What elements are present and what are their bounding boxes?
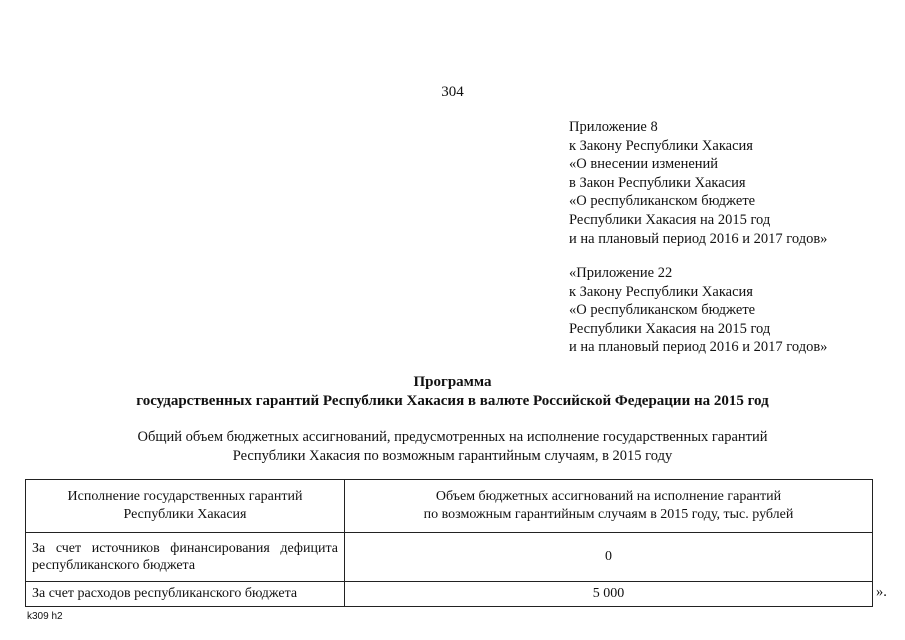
footer-code: k309 h2 — [27, 611, 63, 622]
table-row-value: 5 000 — [345, 582, 873, 607]
appendix-secondary-line: Республики Хакасия на 2015 год — [569, 320, 771, 337]
appendix-secondary-line: «О республиканском бюджете — [569, 302, 756, 319]
header-line: Исполнение государственных гарантий — [67, 489, 303, 504]
header-line: Объем бюджетных ассигнований на исполнение гарантий — [435, 489, 782, 504]
appendix-secondary-line: и на плановый период 2016 и 2017 годов» — [569, 339, 828, 356]
table-row — [26, 582, 873, 607]
appendix-primary-line: в Закон Республики Хакасия — [569, 174, 746, 191]
table-row — [26, 533, 873, 582]
guarantees-table — [25, 479, 873, 607]
budget-description-line: Республики Хакасия по возможным гарантийным случаям, в 2015 году — [232, 447, 673, 464]
appendix-secondary-line: к Закону Республики Хакасия — [569, 283, 753, 300]
table-row-label: За счет источников финансирования дефицита республиканского бюджета — [26, 533, 345, 582]
appendix-primary-line: Приложение 8 — [569, 119, 658, 135]
appendix-secondary-line: «Приложение 22 — [569, 265, 673, 281]
appendix-primary-line: и на плановый период 2016 и 2017 годов» — [569, 230, 828, 247]
budget-description — [40, 428, 865, 465]
table-header-row — [26, 480, 873, 533]
page-number: 304 — [441, 84, 464, 100]
appendix-primary-line: Республики Хакасия на 2015 год — [569, 211, 771, 228]
appendix-primary-block — [569, 118, 827, 248]
table-row-label: За счет расходов республиканского бюджета — [26, 582, 345, 607]
table-header-cell — [345, 480, 873, 533]
document-title: Программа — [413, 374, 492, 390]
appendix-primary-line: к Закону Республики Хакасия — [569, 137, 753, 154]
appendix-primary-line: «О внесении изменений — [569, 156, 719, 173]
closing-quote-mark: ». — [876, 584, 887, 600]
header-line: Республики Хакасия — [123, 507, 247, 522]
document-title-subheading: государственных гарантий Республики Хакасия в валюте Российской Федерации на 2015 год — [136, 393, 769, 409]
table-header-cell — [26, 480, 345, 533]
table-row-value: 0 — [345, 533, 873, 582]
header-line: по возможным гарантийным случаям в 2015 году, тыс. рублей — [423, 507, 794, 522]
appendix-primary-line: «О республиканском бюджете — [569, 193, 756, 210]
budget-description-line: Общий объем бюджетных ассигнований, предусмотренных на исполнение государственных гарантий — [137, 429, 768, 445]
appendix-secondary-block — [569, 264, 827, 357]
